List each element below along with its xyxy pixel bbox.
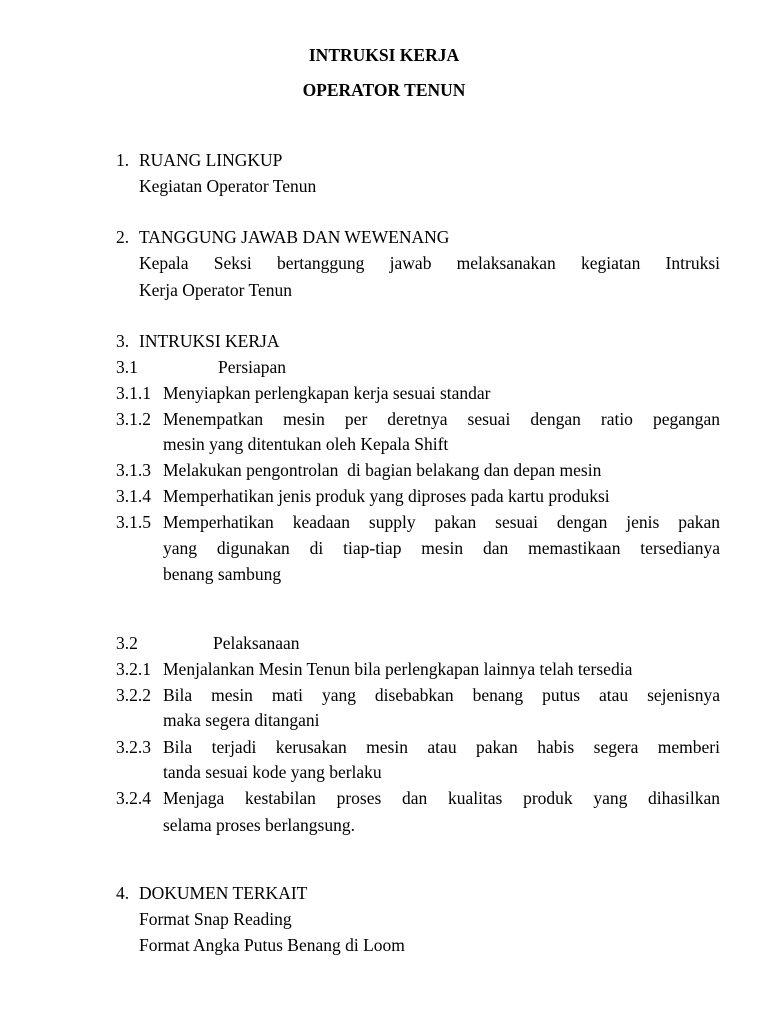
item-number: 3.1.5: [116, 512, 151, 532]
item-number: 3.1.1: [116, 383, 151, 403]
document-subtitle: OPERATOR TENUN: [302, 80, 466, 100]
item-text: Bila mesin mati yang disebabkan benang putus atau sejenisnya: [163, 685, 720, 705]
document-reference: Format Angka Putus Benang di Loom: [139, 935, 405, 955]
subsection-number: 3.2: [116, 633, 138, 653]
section-text-line: Kepala Seksi bertanggung jawab melaksanakan kegiatan Intruksi: [139, 253, 720, 273]
section-heading: TANGGUNG JAWAB DAN WEWENANG: [139, 227, 450, 247]
item-text: selama proses berlangsung.: [163, 815, 355, 835]
item-number: 3.1.3: [116, 460, 151, 480]
section-heading: INTRUKSI KERJA: [139, 331, 280, 351]
item-text: mesin yang ditentukan oleh Kepala Shift: [163, 434, 449, 454]
section-number: 2.: [116, 227, 130, 247]
section-number: 4.: [116, 883, 130, 903]
item-number: 3.1.4: [116, 486, 151, 506]
item-text: benang sambung: [163, 564, 282, 584]
item-text: Bila terjadi kerusakan mesin atau pakan habis segera memberi: [163, 737, 720, 757]
document-title: INTRUKSI KERJA: [308, 45, 460, 65]
subsection-label: Persiapan: [218, 357, 287, 377]
section-text-line: Kerja Operator Tenun: [139, 280, 292, 300]
item-text: Menjalankan Mesin Tenun bila perlengkapan lainnya telah tersedia: [163, 659, 633, 679]
subsection-label: Pelaksanaan: [213, 633, 300, 653]
item-number: 3.2.3: [116, 737, 151, 757]
item-text: Menyiapkan perlengkapan kerja sesuai standar: [163, 383, 491, 403]
section-text: Kegiatan Operator Tenun: [139, 176, 317, 196]
item-text: tanda sesuai kode yang berlaku: [163, 762, 382, 782]
subsection-number: 3.1: [116, 357, 138, 377]
item-text: Melakukan pengontrolan di bagian belakang dan depan mesin: [163, 460, 602, 480]
section-number: 1.: [116, 150, 130, 170]
item-text: Memperhatikan keadaan supply pakan sesuai dengan jenis pakan: [163, 512, 720, 532]
item-number: 3.2.2: [116, 685, 151, 705]
item-text: Menjaga kestabilan proses dan kualitas produk yang dihasilkan: [163, 788, 720, 808]
item-text: Memperhatikan jenis produk yang diproses pada kartu produksi: [163, 486, 610, 506]
section-number: 3.: [116, 331, 130, 351]
item-text: yang digunakan di tiap-tiap mesin dan memastikaan tersedianya: [163, 538, 720, 558]
item-number: 3.2.1: [116, 659, 151, 679]
document-reference: Format Snap Reading: [139, 909, 292, 929]
item-text: maka segera ditangani: [163, 710, 320, 730]
item-number: 3.1.2: [116, 409, 151, 429]
item-text: Menempatkan mesin per deretnya sesuai dengan ratio pegangan: [163, 409, 720, 429]
section-heading: RUANG LINGKUP: [139, 150, 283, 170]
item-number: 3.2.4: [116, 788, 151, 808]
section-heading: DOKUMEN TERKAIT: [139, 883, 308, 903]
